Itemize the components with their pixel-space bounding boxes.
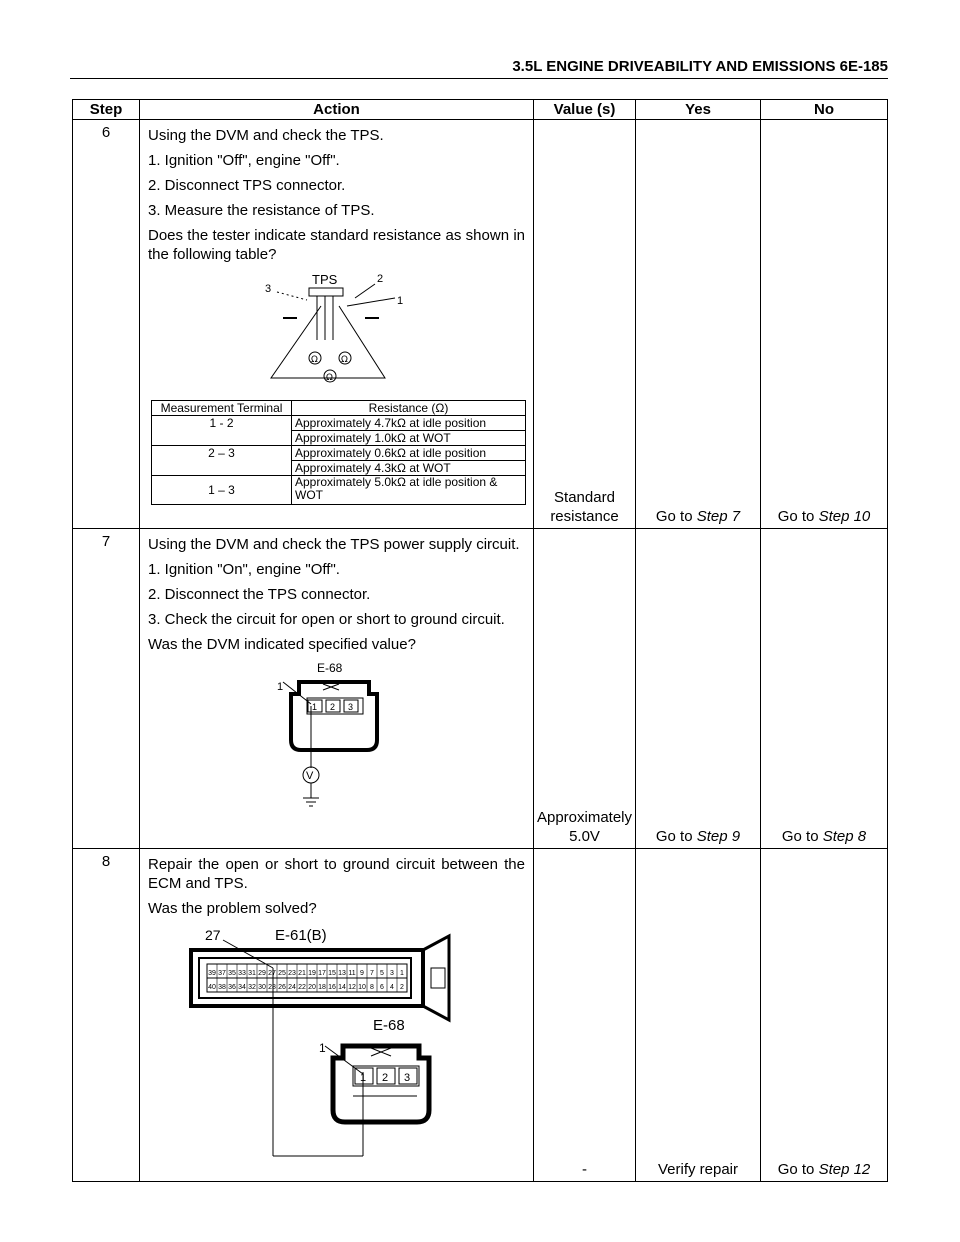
- action-question: Was the problem solved?: [148, 900, 317, 917]
- res-value: Approximately 4.7kΩ at idle position: [292, 416, 526, 431]
- connector-drawing: [283, 682, 377, 806]
- ecm-pin-number: 7: [369, 970, 374, 977]
- no-cell: [761, 120, 888, 529]
- no-step: Step 10: [818, 508, 871, 525]
- connector-label: E-68: [316, 661, 342, 675]
- ecm-pin-number: 4: [389, 984, 394, 991]
- ecm-pin-number: 26: [277, 984, 286, 991]
- col-action-header: Action: [140, 100, 534, 120]
- ecm-pin-number: 5: [379, 970, 384, 977]
- voltmeter-symbol: V: [305, 770, 313, 782]
- step-number: 7: [73, 529, 140, 849]
- ecm-pin-number: 21: [297, 970, 306, 977]
- col-value-header: Value (s): [534, 100, 636, 120]
- cavity-label: 3: [347, 702, 353, 712]
- action-item: 2. Disconnect the TPS connector.: [148, 586, 371, 603]
- ecm-pin-number: 16: [327, 984, 336, 991]
- header-rule: [70, 78, 888, 79]
- yes-cell: Verify repair: [636, 849, 761, 1182]
- ecm-pin-number: 20: [307, 984, 316, 991]
- ecm-pin-number: 24: [287, 984, 296, 991]
- tps-connector-drawing: [325, 1046, 429, 1122]
- ecm-pin-number: 3: [389, 970, 394, 977]
- table-header-row: [73, 100, 888, 120]
- cavity-label: 1: [311, 702, 317, 712]
- res-terminal: 1 - 2: [152, 416, 292, 446]
- ohm-symbol: Ω: [325, 373, 333, 383]
- table-row: [73, 120, 888, 529]
- ecm-pin-number: 18: [317, 984, 326, 991]
- no-step: Step 12: [818, 1161, 871, 1178]
- ecm-pin-number: 23: [287, 970, 296, 977]
- ecm-pin-number: 30: [257, 984, 266, 991]
- cavity-label: 2: [381, 1072, 388, 1084]
- no-step: Step 8: [822, 828, 867, 845]
- action-intro: Using the DVM and check the TPS.: [148, 127, 384, 144]
- ecm-pin-label: 27: [204, 927, 221, 943]
- action-cell: [140, 529, 534, 849]
- cavity-label: 2: [329, 702, 335, 712]
- ecm-pin-number: 31: [247, 970, 256, 977]
- ecm-pin-number: 17: [317, 970, 326, 977]
- ecm-pin-number: 11: [347, 970, 356, 977]
- res-col-resistance: Resistance (Ω): [292, 401, 526, 416]
- ecm-pin-number: 6: [379, 984, 384, 991]
- ecm-pin-number: 29: [257, 970, 266, 977]
- ecm-pin-number: 25: [277, 970, 286, 977]
- action-item: 1. Ignition "On", engine "Off".: [148, 561, 340, 578]
- action-item: 1. Ignition "Off", engine "Off".: [148, 152, 340, 169]
- ecm-pin-number: 34: [237, 984, 246, 991]
- res-value: Approximately 0.6kΩ at idle position: [292, 446, 526, 461]
- action-question: Does the tester indicate standard resistance as shown in the following table?: [148, 227, 525, 263]
- cavity-label: 3: [403, 1072, 410, 1084]
- no-cell: [761, 529, 888, 849]
- step-number: 8: [73, 849, 140, 1182]
- ecm-pin-number: 2: [399, 984, 404, 991]
- yes-step: Step 9: [696, 828, 741, 845]
- tps-label: TPS: [311, 272, 337, 287]
- value-line: Approximately: [536, 809, 633, 826]
- res-col-terminal: Measurement Terminal: [152, 401, 292, 416]
- value-line: 5.0V: [569, 828, 600, 845]
- ecm-pin-number: 13: [337, 970, 346, 977]
- tps-diagram: [257, 270, 417, 400]
- page-header-title: 3.5L ENGINE DRIVEABILITY AND EMISSIONS 6E-185: [512, 58, 888, 75]
- ecm-pin-number: 10: [357, 984, 366, 991]
- res-value: Approximately 1.0kΩ at WOT: [292, 431, 526, 446]
- no-prefix: Go to: [777, 1161, 819, 1178]
- ecm-pin-number: 28: [267, 984, 276, 991]
- ecm-tps-circuit-diagram: [187, 924, 487, 1164]
- ecm-pin-number: 1: [399, 970, 404, 977]
- ecm-pin-number: 37: [217, 970, 226, 977]
- yes-cell: [636, 529, 761, 849]
- value-cell: [534, 120, 636, 529]
- value-cell: -: [534, 849, 636, 1182]
- resistance-table: [151, 400, 526, 505]
- ecm-pin-number: 33: [237, 970, 246, 977]
- e68-voltage-diagram: [267, 660, 407, 812]
- table-row: [73, 529, 888, 849]
- res-terminal: 2 – 3: [152, 446, 292, 476]
- yes-prefix: Go to: [655, 508, 697, 525]
- tps-pin-1: 1: [396, 295, 403, 307]
- cavity-label: 1: [359, 1072, 366, 1084]
- ecm-pin-number: 22: [297, 984, 306, 991]
- table-row: [73, 849, 888, 1182]
- tps-drawing: [271, 284, 395, 382]
- yes-cell: [636, 120, 761, 529]
- no-prefix: Go to: [781, 828, 823, 845]
- tps-connector-label: E-68: [372, 1017, 405, 1034]
- value-line: Standard: [554, 489, 615, 506]
- yes-prefix: Go to: [655, 828, 697, 845]
- ecm-pin-number: 35: [227, 970, 236, 977]
- no-cell: [761, 849, 888, 1182]
- ecm-pin-number: 40: [207, 984, 216, 991]
- tps-pin-label: 1: [318, 1041, 326, 1055]
- ecm-pin-number: 39: [207, 970, 216, 977]
- ecm-pin-number: 8: [369, 984, 374, 991]
- ecm-pin-number: 9: [359, 970, 364, 977]
- ecm-pin-number: 36: [227, 984, 236, 991]
- res-value: Approximately 5.0kΩ at idle position & WOT: [292, 476, 526, 505]
- col-step-header: Step: [73, 100, 140, 120]
- pin-label: 1: [276, 681, 283, 693]
- ecm-pin-number: 38: [217, 984, 226, 991]
- no-prefix: Go to: [777, 508, 819, 525]
- ohm-symbol: Ω: [310, 355, 318, 365]
- ecm-pin-number: 32: [247, 984, 256, 991]
- ohm-symbol: Ω: [340, 355, 348, 365]
- res-value: Approximately 4.3kΩ at WOT: [292, 461, 526, 476]
- ecm-pin-number: 12: [347, 984, 356, 991]
- yes-step: Step 7: [696, 508, 741, 525]
- action-cell: [140, 849, 534, 1182]
- col-yes-header: Yes: [636, 100, 761, 120]
- ecm-pin-number: 27: [267, 970, 276, 977]
- res-terminal: 1 – 3: [152, 476, 292, 505]
- action-item: 2. Disconnect TPS connector.: [148, 177, 346, 194]
- ecm-pin-number: 15: [327, 970, 336, 977]
- action-intro: Using the DVM and check the TPS power supply circuit.: [148, 536, 520, 553]
- procedure-table: [72, 99, 888, 1182]
- value-line: resistance: [550, 508, 619, 525]
- action-question: Was the DVM indicated specified value?: [148, 636, 416, 653]
- ecm-connector-label: E-61(B): [274, 927, 327, 944]
- ecm-pin-number: 19: [307, 970, 316, 977]
- ecm-pin-number: 14: [337, 984, 346, 991]
- action-cell: [140, 120, 534, 529]
- action-item: 3. Measure the resistance of TPS.: [148, 202, 375, 219]
- action-intro: Repair the open or short to ground circuit between the ECM and TPS.: [148, 856, 525, 892]
- action-item: 3. Check the circuit for open or short to ground circuit.: [148, 611, 505, 628]
- step-number: 6: [73, 120, 140, 529]
- tps-pin-2: 2: [376, 273, 383, 285]
- col-no-header: No: [761, 100, 888, 120]
- tps-pin-3: 3: [264, 283, 271, 295]
- value-cell: [534, 529, 636, 849]
